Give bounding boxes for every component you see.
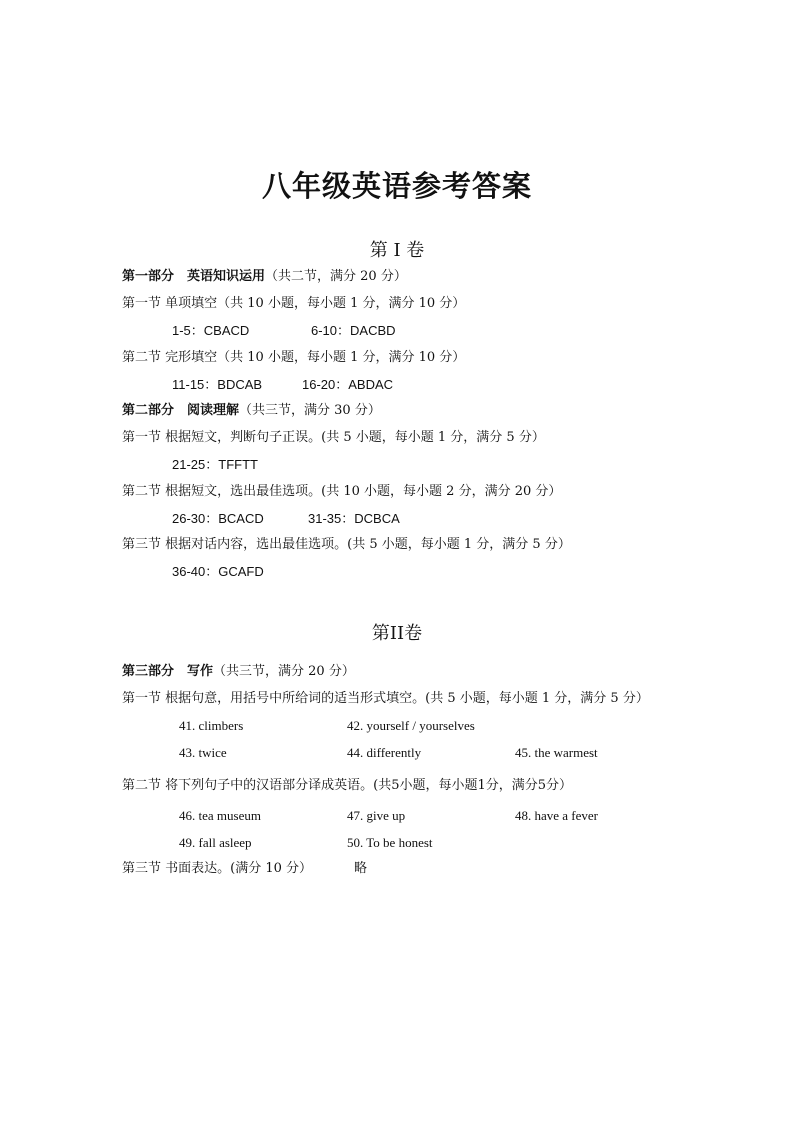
part1-heading-scoring: （共二节，满分 20 分） — [265, 269, 407, 284]
answer-1-5: 1-5：CBACD — [172, 323, 250, 338]
section-description: 根据对话内容，选出最佳选项。(共 5 小题，每小题 1 分，满分 5 分） — [165, 537, 571, 552]
section-label: 第一节 — [122, 296, 162, 311]
section-label: 第二节 — [122, 778, 162, 793]
part3-heading — [122, 663, 355, 681]
section-description: 书面表达。(满分 10 分） — [165, 861, 313, 876]
part3-section3-heading — [122, 860, 312, 878]
section-description: 单项填空（共 10 小题，每小题 1 分，满分 10 分） — [165, 296, 466, 311]
section-label: 第三节 — [122, 861, 162, 876]
volume-two-heading: 第II卷 — [371, 623, 423, 644]
part1-section2-heading — [122, 349, 465, 367]
part2-heading — [122, 402, 381, 420]
part3-heading-scoring: （共三节，满分 20 分） — [213, 664, 355, 679]
part2-section1-heading — [122, 429, 545, 447]
section-label: 第三节 — [122, 537, 162, 552]
answer-43: 43. twice — [179, 745, 227, 760]
part2-heading-scoring: （共三节，满分 30 分） — [239, 403, 381, 418]
answer-31-35: 31-35：DCBCA — [308, 511, 400, 526]
answer-36-40: 36-40：GCAFD — [172, 564, 264, 579]
section-label: 第一节 — [122, 430, 162, 445]
section-description: 根据短文，选出最佳选项。(共 10 小题，每小题 2 分，满分 20 分） — [165, 484, 562, 499]
section-description: 将下列句子中的汉语部分译成英语。(共5小题，每小题1分，满分5分） — [165, 778, 573, 793]
answer-49: 49. fall asleep — [179, 835, 252, 850]
part2-heading-title: 第二部分 阅读理解 — [122, 403, 240, 418]
answer-11-15: 11-15：BDCAB — [172, 377, 263, 392]
answer-45: 45. the warmest — [515, 745, 598, 760]
answer-48: 48. have a fever — [515, 808, 599, 823]
answer-50: 50. To be honest — [347, 835, 433, 850]
section-label: 第一节 — [122, 691, 162, 706]
answer-42: 42. yourself / yourselves — [347, 718, 475, 733]
answer-16-20: 16-20：ABDAC — [302, 377, 394, 392]
part2-section3-heading — [122, 536, 571, 554]
part3-section1-heading — [122, 690, 649, 708]
answer-26-30: 26-30：BCACD — [172, 511, 264, 526]
part1-heading-title: 第一部分 英语知识运用 — [122, 269, 266, 284]
part1-section1-heading — [122, 295, 465, 313]
answer-46: 46. tea museum — [179, 808, 261, 823]
answer-47: 47. give up — [347, 808, 406, 823]
answer-44: 44. differently — [347, 745, 422, 760]
part2-section2-heading — [122, 483, 561, 501]
answer-21-25: 21-25：TFFTT — [172, 457, 258, 472]
part3-heading-title: 第三部分 写作 — [122, 664, 214, 679]
writing-answer-note: 略 — [354, 861, 368, 876]
section-label: 第二节 — [122, 484, 162, 499]
part3-section2-heading — [122, 777, 572, 795]
section-label: 第二节 — [122, 350, 162, 365]
section-description: 完形填空（共 10 小题，每小题 1 分，满分 10 分） — [165, 350, 466, 365]
volume-one-heading: 第 I 卷 — [369, 240, 425, 261]
section-description: 根据短文，判断句子正误。(共 5 小题，每小题 1 分，满分 5 分） — [165, 430, 545, 445]
part1-heading — [122, 268, 407, 286]
section-description: 根据句意，用括号中所给词的适当形式填空。(共 5 小题，每小题 1 分，满分 5 分） — [165, 691, 649, 706]
page-title: 八年级英语参考答案 — [261, 169, 532, 203]
answer-41: 41. climbers — [179, 718, 244, 733]
answer-6-10: 6-10：DACBD — [311, 323, 396, 338]
